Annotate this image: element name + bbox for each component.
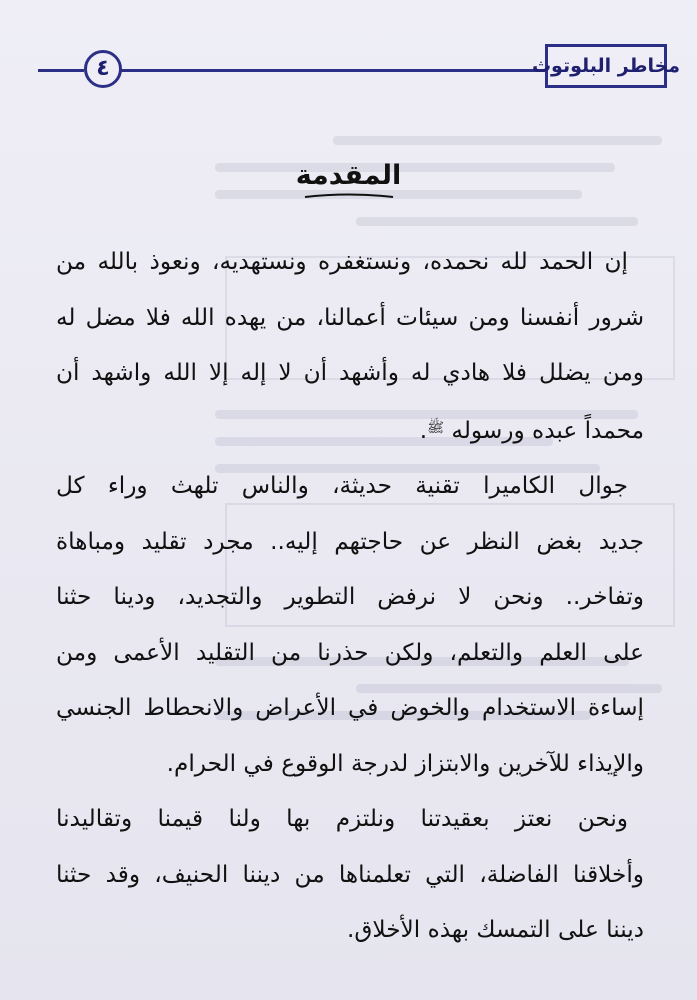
text-line: إساءة الاستخدام والخوض في الأعراض والانحطاط الجنسي <box>56 694 644 721</box>
page-header <box>0 0 697 110</box>
text-line: على العلم والتعلم، ولكن حذرنا من التقليد الأعمى ومن <box>56 638 644 666</box>
page-body <box>56 234 644 958</box>
text-line-words: محمداً عبده ورسوله <box>451 416 644 444</box>
header-rule <box>120 69 545 72</box>
text-line: جديد بغض النظر عن حاجتهم إليه.. مجرد تقليد ومباهاة <box>56 527 644 555</box>
text-line: محمداً عبده ورسوله $^ﷺ$. <box>419 416 644 444</box>
section-title: المقدمة <box>295 160 402 191</box>
text-line: ونحن نعتز بعقيدتنا ونلتزم بها ولنا قيمنا وتقاليدنا <box>56 805 628 832</box>
paragraph-camera-phone <box>56 458 644 791</box>
text-line: ومن يضلل فلا هادي له وأشهد أن لا إله إلا الله واشهد أن <box>56 359 644 386</box>
text-line: ديننا على التمسك بهذه الأخلاق. <box>347 916 644 943</box>
header-rule-left <box>38 69 84 72</box>
page-number-badge <box>84 50 122 88</box>
text-line: وتفاخر.. ونحن لا نرفض التطوير والتجديد، ودينا حثنا <box>56 583 644 610</box>
section-heading <box>296 160 402 206</box>
text-line: والإيذاء للآخرين والابتزاز لدرجة الوقوع في الحرام. <box>166 749 644 777</box>
page-number: ٤ <box>96 56 110 81</box>
text-line: إن الحمد لله نحمده، ونستغفره ونستهديه، ونعوذ بالله من <box>56 248 628 275</box>
honorific-glyph: ﷺ <box>427 419 445 436</box>
text-line: وأخلاقنا الفاضلة، التي تعلمناها من ديننا الحنيف، وقد حثنا <box>56 860 644 888</box>
heading-underline-ornament <box>303 193 395 200</box>
section-heading-wrap <box>0 160 697 206</box>
book-title-box <box>531 44 681 88</box>
text-line: جوال الكاميرا تقنية حديثة، والناس تلهث وراء كل <box>56 472 628 499</box>
paragraph-values <box>56 791 644 958</box>
book-title: مخاطر البلوتوث <box>531 55 681 77</box>
text-line: شرور أنفسنا ومن سيئات أعمالنا، من يهده الله فلا مضل له <box>56 303 644 331</box>
paragraph-opening <box>56 234 644 458</box>
